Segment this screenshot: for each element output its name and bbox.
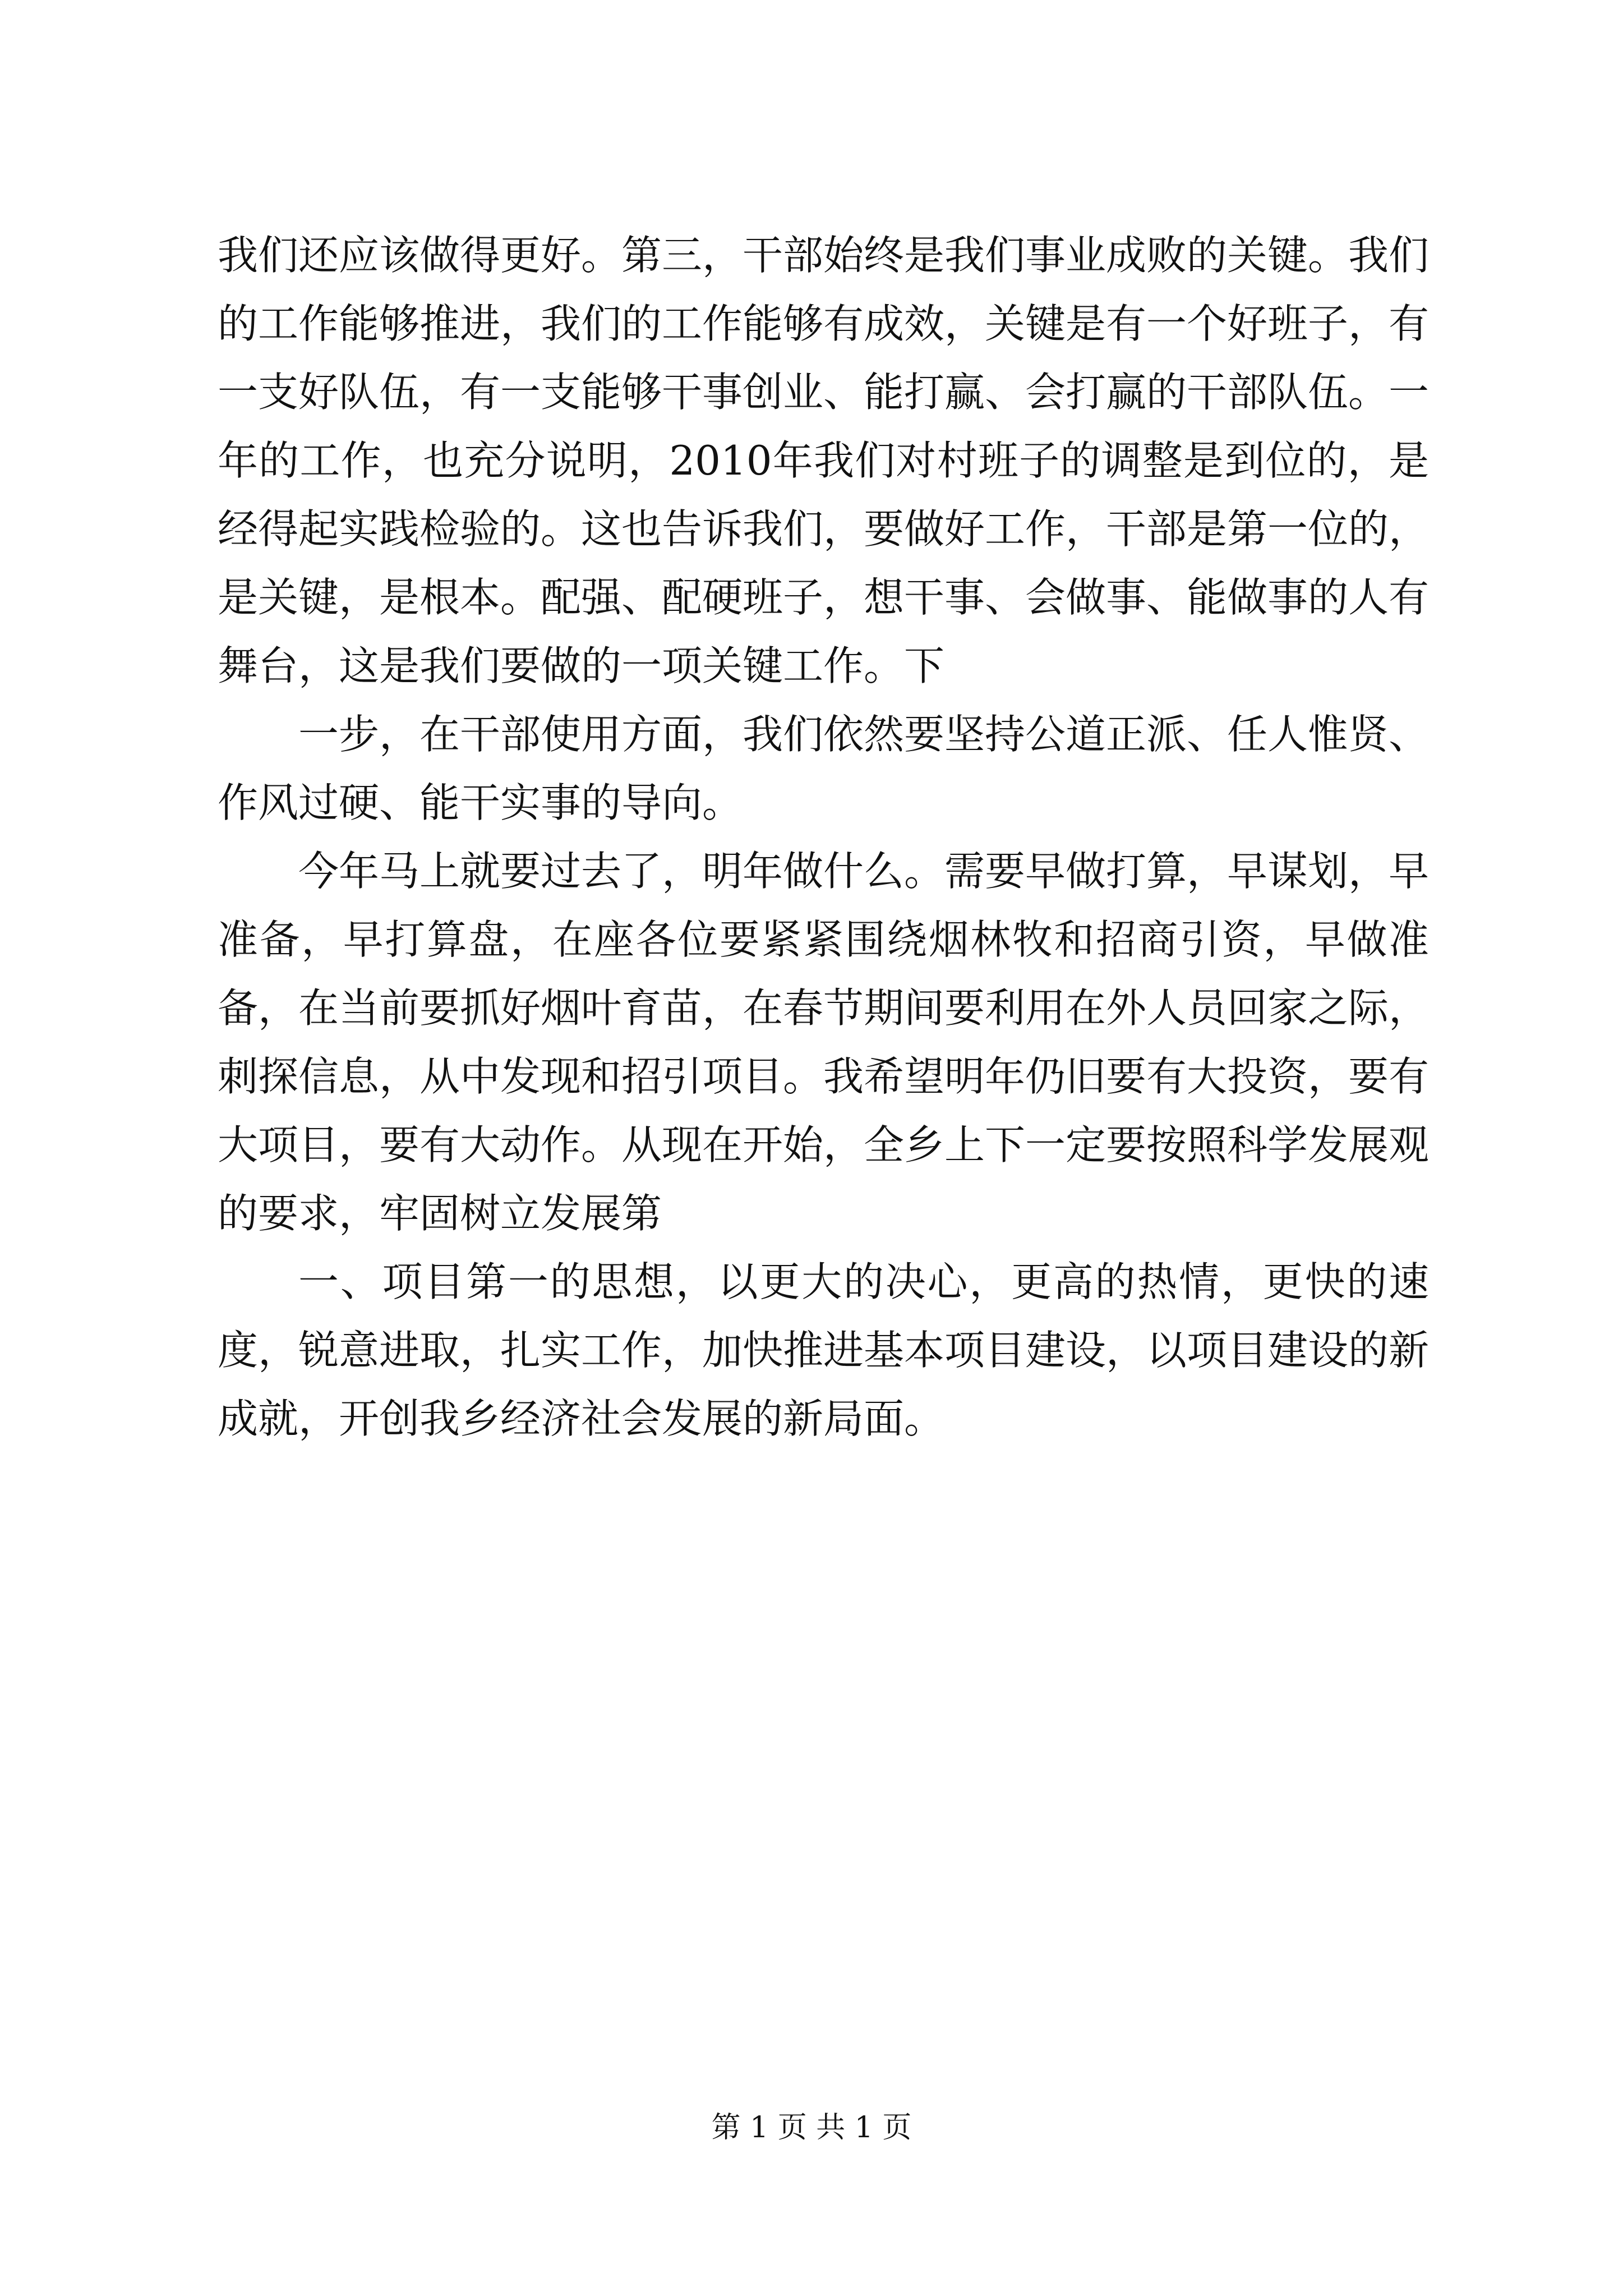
paragraph-3: 今年马上就要过去了，明年做什么。需要早做打算，早谋划，早准备，早打算盘，在座各位要紧紧围绕烟林牧和招商引资，早做准备，在当前要抓好烟叶育苗，在春节期间要利用在外人员回家之际，刺探信息，从中发现和招引项目。我希望明年仍旧要有大投资，要有大项目，要有大动作。从现在开始，全乡上下一定要按照科学发展观的要求，牢固树立发展第 bbox=[218, 848, 1430, 1237]
paragraph-2: 一步，在干部使用方面，我们依然要坚持公道正派、任人惟贤、作风过硬、能干实事的导向。 bbox=[218, 711, 1430, 826]
paragraph-4: 一、项目第一的思想，以更大的决心，更高的热情，更快的速度，锐意进取，扎实工作，加快推进基本项目建设，以项目建设的新成就，开创我乡经济社会发展的新局面。 bbox=[218, 1258, 1430, 1442]
page-footer: 第 1 页 共 1 页 bbox=[711, 2111, 912, 2145]
paragraph-1: 我们还应该做得更好。第三，干部始终是我们事业成败的关键。我们的工作能够推进，我们的工作能够有成效，关键是有一个好班子，有一支好队伍，有一支能够干事创业、能打赢、会打赢的干部队伍。一年的工作，也充分说明，2010年我们对村班子的调整是到位的，是经得起实践检验的。这也告诉我们，要做好工作，干部是第一位的，是关键，是根本。配强、配硬班子，想干事、会做事、能做事的人有舞台，这是我们要做的一项关键工作。下 bbox=[218, 232, 1430, 689]
document-body bbox=[218, 221, 1429, 1453]
